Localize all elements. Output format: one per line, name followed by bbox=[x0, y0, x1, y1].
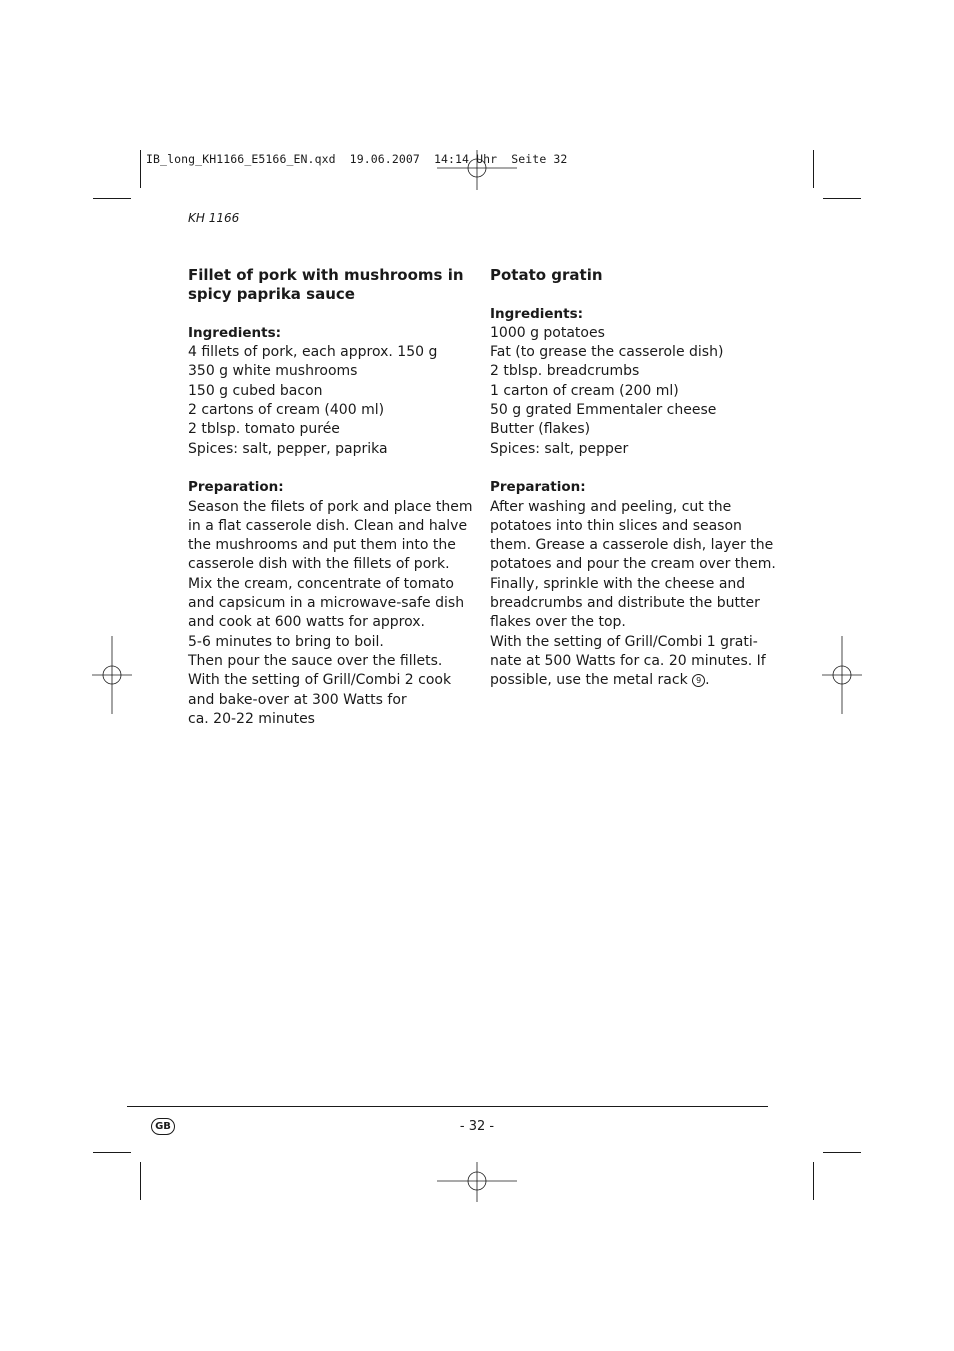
print-slug: IB_long_KH1166_E5166_EN.qxd 19.06.2007 14:14 Uhr Seite 32 bbox=[146, 152, 568, 166]
preparation-text: After washing and peeling, cut the potatoes into thin slices and season them. Grease a casserole dish, layer the potatoes and pour the cream over them. Finally, sprinkle with the cheese and breadcrumbs and distribute the butter flakes over the top. With the setting of Grill/Combi 1 grati- nate at 500 Watts for ca. 20 minutes. If possible, use the metal rack 9 . bbox=[490, 498, 780, 691]
ingredient-item: Fat (to grease the casserole dish) bbox=[490, 344, 724, 361]
ingredients-list bbox=[490, 324, 780, 459]
ingredient-item: 1000 g potatoes bbox=[490, 324, 605, 341]
model-number: KH 1166 bbox=[188, 211, 240, 225]
ingredients-list bbox=[188, 343, 478, 459]
preparation-last-line: possible, use the metal rack 9 . bbox=[490, 672, 710, 689]
registration-mark-bottom bbox=[437, 1162, 517, 1202]
registration-mark-right bbox=[822, 636, 862, 714]
ingredient-item: Spices: salt, pepper, paprika bbox=[188, 440, 388, 457]
ingredient-item: 1 carton of cream (200 ml) bbox=[490, 382, 679, 399]
ingredient-item: 2 cartons of cream (400 ml) bbox=[188, 402, 385, 419]
ingredient-item: 50 g grated Emmentaler cheese bbox=[490, 402, 717, 419]
ingredient-item: 4 fillets of pork, each approx. 150 g bbox=[188, 344, 438, 361]
ingredient-item: 150 g cubed bacon bbox=[188, 382, 323, 399]
recipe-potato-gratin bbox=[490, 266, 780, 691]
ingredient-item: Butter (flakes) bbox=[490, 421, 591, 438]
ingredients-label: Ingredients: bbox=[490, 305, 584, 322]
preparation-label: Preparation: bbox=[490, 479, 586, 496]
page-number: - 32 - bbox=[459, 1119, 495, 1134]
preparation-text: Season the filets of pork and place them in a flat casserole dish. Clean and halve the mushrooms and put them into the casserole dish with the fillets of pork. Mix the cream, concentrate of tomato and capsicum in a microwave-safe dish and cook at 600 watts for approx. 5-6 minutes to bring to boil. Then pour the sauce over the fillets. With the setting of Grill/Combi 2 cook and bake-over at 300 Watts for ca. 20-22 minutes bbox=[188, 498, 473, 727]
ingredient-item: 2 tblsp. breadcrumbs bbox=[490, 363, 640, 380]
part-reference-marker: 9 bbox=[692, 674, 705, 687]
ingredients-label: Ingredients: bbox=[188, 324, 282, 341]
ingredient-item: 350 g white mushrooms bbox=[188, 363, 358, 380]
country-badge: GB bbox=[151, 1118, 175, 1135]
ingredient-item: Spices: salt, pepper bbox=[490, 440, 629, 457]
recipe-pork-fillet bbox=[188, 266, 478, 729]
recipe-title: Fillet of pork with mushrooms in spicy paprika sauce bbox=[188, 266, 464, 304]
preparation-label: Preparation: bbox=[188, 479, 284, 496]
recipe-title: Potato gratin bbox=[490, 266, 603, 284]
ingredient-item: 2 tblsp. tomato purée bbox=[188, 421, 340, 438]
footer-rule bbox=[127, 1106, 768, 1107]
registration-mark-left bbox=[92, 636, 132, 714]
